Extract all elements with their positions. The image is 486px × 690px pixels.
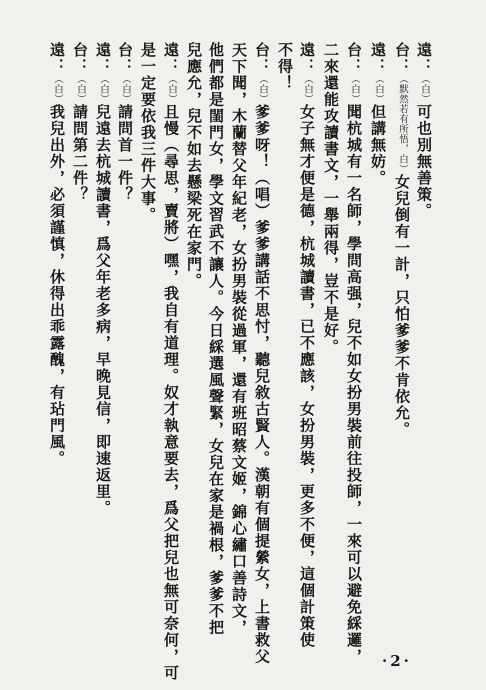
dialogue-line [117, 42, 132, 203]
speaker-label: 遠： [369, 42, 387, 74]
line-text: 女子無才便是德，杭城讀書，已不應該，女扮男裝，更多不便，這個計策使 [298, 104, 316, 649]
speaker-label: 台： [71, 42, 89, 74]
line-text: 請問第二件？ [71, 104, 89, 203]
dialogue-line-continued [186, 42, 201, 290]
stage-direction: （白） [75, 74, 86, 104]
dialogue-line [394, 42, 409, 438]
line-text: 爹爹呀！（唱）爹爹講話不思忖，聽兒敘古賢人。漢朝有個提縈女，上書救父 [253, 104, 271, 665]
dialogue-line [254, 42, 269, 665]
dialogue-line-continued [323, 42, 338, 356]
stage-direction: （白） [166, 74, 177, 104]
speaker-label: 遠： [48, 42, 66, 74]
line-text: 天下聞，木蘭替父年紀老，女扮男裝從過軍，還有班昭蔡文姬，錦心繡口善詩文， [230, 42, 248, 636]
dialogue-line [163, 42, 178, 682]
speaker-label: 台： [393, 42, 411, 74]
dialogue-line [416, 42, 431, 220]
line-text: 聞杭城有一名師，學問高强，兒不如女扮男裝前往投師，一來可以避免綵邏， [345, 104, 363, 665]
dialogue-line [346, 42, 361, 665]
page-number: ·2· [382, 652, 412, 670]
line-text: 且慢（尋思，賣將）嘿，我自有道理。奴才執意要去，爲父把兒也無可奈何，可 [162, 104, 180, 682]
dialogue-line [299, 42, 314, 649]
dialogue-line-continued [231, 42, 246, 636]
line-text: 是一定要依我三件大事。 [139, 42, 157, 224]
line-text: 我兒出外，必須謹慎，休得出乖露醜，有玷門風。 [48, 104, 66, 467]
dialogue-line-continued [208, 42, 223, 636]
stage-direction: （白） [349, 74, 360, 104]
speaker-label: 遠： [94, 42, 112, 74]
line-text: 他們都是閨門女，學文習武不讓人。今日綵選風聲緊，女兒在家是禍根，爹爹不把 [207, 42, 225, 636]
dialogue-line [95, 42, 110, 517]
line-text: 二來還能攻讀書文，一舉兩得，豈不是好。 [322, 42, 340, 356]
stage-direction: （白） [419, 74, 430, 104]
stage-direction: （白） [120, 74, 131, 104]
dialogue-line [370, 42, 385, 187]
stage-direction: （白） [373, 74, 384, 104]
speaker-label: 台： [253, 42, 271, 74]
line-text: 女兒倒有一計，只怕爹爹不肯依允。 [393, 174, 411, 438]
speaker-label: 台： [116, 42, 134, 74]
speaker-label: 台： [345, 42, 363, 74]
stage-direction: （默然若有所悟，白） [397, 74, 408, 174]
stage-direction: （白） [98, 74, 109, 104]
line-text: 兒應允，兒不如去懸梁死在家門。 [185, 42, 203, 290]
speaker-label: 遠： [298, 42, 316, 74]
speaker-label: 遠： [415, 42, 433, 74]
dialogue-line [49, 42, 64, 467]
stage-direction: （白） [52, 74, 63, 104]
dialogue-line-continued [277, 42, 292, 92]
stage-direction: （白） [302, 74, 313, 104]
dialogue-line [72, 42, 87, 203]
line-text: 但講無妨。 [369, 104, 387, 187]
speaker-label: 遠： [162, 42, 180, 74]
line-text: 請問首一件？ [116, 104, 134, 203]
dialogue-line-continued [140, 42, 155, 224]
line-text: 兒遠去杭城讀書，爲父年老多病，早晚見信，即速返里。 [94, 104, 112, 517]
line-text: 可也別無善策。 [415, 104, 433, 220]
line-text: 不得！ [276, 42, 294, 92]
stage-direction: （白） [257, 74, 268, 104]
